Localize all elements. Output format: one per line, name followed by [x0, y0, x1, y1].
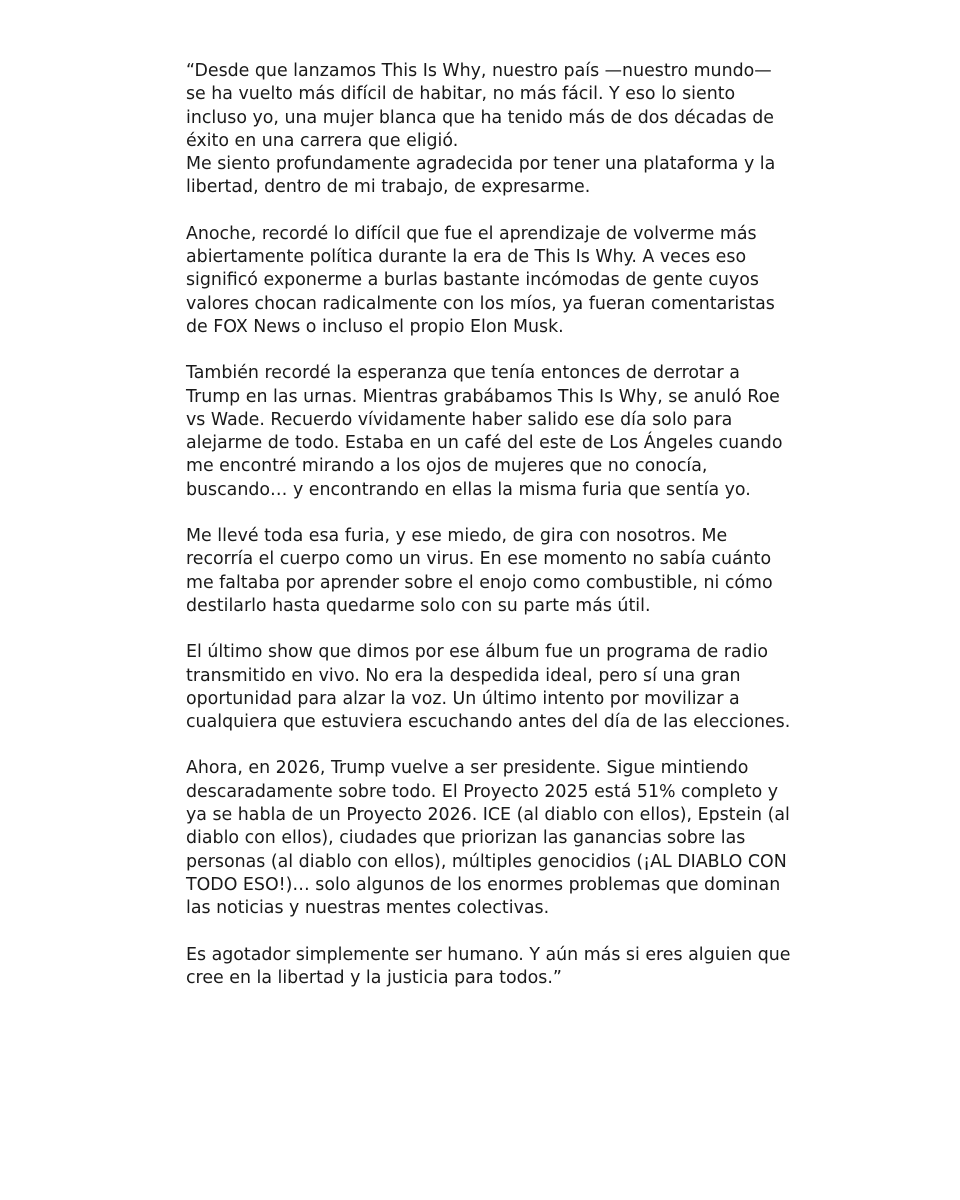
paragraph-1: “Desde que lanzamos This Is Why, nuestro país —nuestro mundo— se ha vuelto más difícil de habitar, no más fácil. Y eso lo siento incluso yo, una mujer blanca que ha tenido más de dos décadas de éxito en una carrera que eligió. — [186, 61, 774, 151]
paragraph-4: También recordé la esperanza que tenía entonces de derrotar a Trump en las urnas. Mientras grabábamos This Is Why, se anuló Roe vs Wade. Recuerdo vívidamente haber salido ese día solo para alejarme de todo. Estaba en un café del este de Los Ángeles cuando me encontré mirando a los ojos de mujeres que no conocía, buscando… y encontrando en ellas la misma furia que sentía yo. — [186, 363, 783, 500]
statement-document — [186, 60, 792, 990]
paragraph-spacer — [186, 502, 792, 525]
paragraph-8: Es agotador simplemente ser humano. Y aún más si eres alguien que cree en la libertad y la justicia para todos.” — [186, 944, 791, 988]
paragraph-spacer — [186, 618, 792, 641]
paragraph-spacer — [186, 734, 792, 757]
paragraph-spacer — [186, 200, 792, 223]
paragraph-spacer — [186, 921, 792, 944]
paragraph-7: Ahora, en 2026, Trump vuelve a ser presidente. Sigue mintiendo descaradamente sobre todo. El Proyecto 2025 está 51% completo y ya se habla de un Proyecto 2026. ICE (al diablo con ellos), Epstein (al diablo con ellos), ciudades que priorizan las ganancias sobre las personas (al diablo con ellos), múltiples genocidios (¡AL DIABLO CON TODO ESO!)… solo algunos de los enormes problemas que dominan las noticias y nuestras mentes colectivas. — [186, 758, 790, 919]
paragraph-3: Anoche, recordé lo difícil que fue el aprendizaje de volverme más abiertamente política durante la era de This Is Why. A veces eso significó exponerme a burlas bastante incómodas de gente cuyos valores chocan radicalmente con los míos, ya fueran comentaristas de FOX News o incluso el propio Elon Musk. — [186, 223, 775, 337]
paragraph-6: El último show que dimos por ese álbum fue un programa de radio transmitido en vivo. No era la despedida ideal, pero sí una gran oportunidad para alzar la voz. Un último intento por movilizar a cualquiera que estuviera escuchando antes del día de las elecciones. — [186, 642, 791, 733]
paragraph-5: Me llevé toda esa furia, y ese miedo, de gira con nosotros. Me recorría el cuerpo como un virus. En ese momento no sabía cuánto me faltaba por aprender sobre el enojo como combustible, ni cómo destilarlo hasta quedarme solo con su parte más útil. — [186, 526, 773, 616]
paragraph-spacer — [186, 339, 792, 362]
paragraph-2: Me siento profundamente agradecida por tener una plataforma y la libertad, dentro de mi trabajo, de expresarme. — [186, 154, 776, 198]
